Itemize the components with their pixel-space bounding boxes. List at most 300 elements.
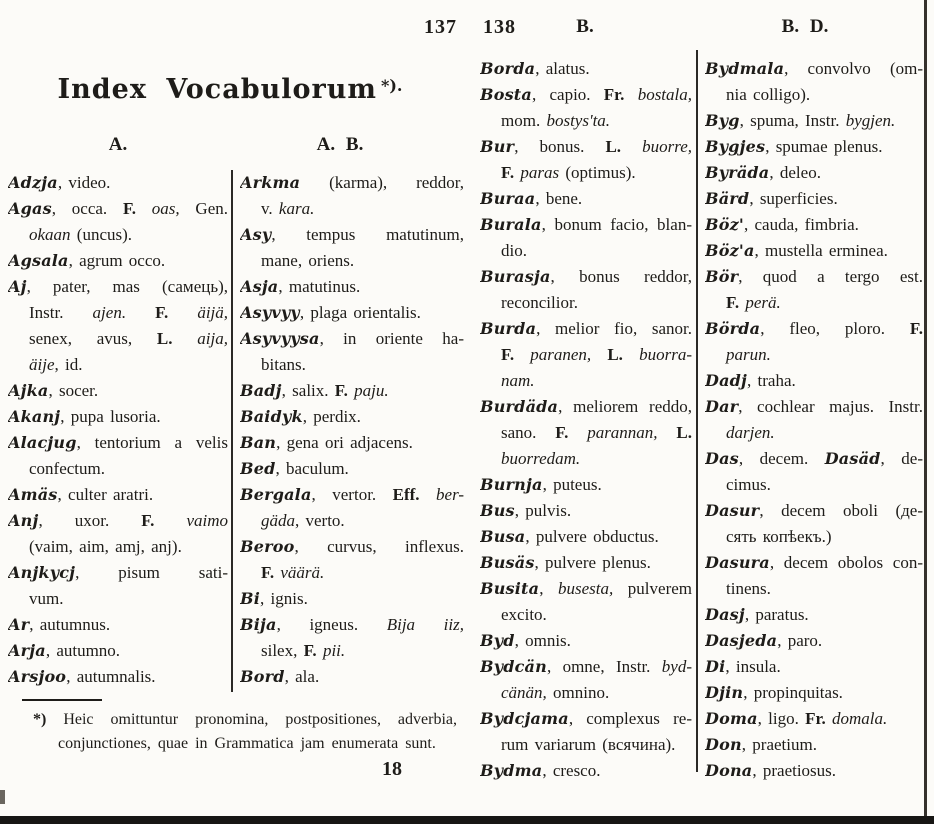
- entry-text: , melior fio, sanor.: [536, 319, 692, 338]
- dictionary-entry: [240, 404, 464, 430]
- dictionary-entry: [705, 186, 923, 212]
- entry-text: pii.: [322, 641, 346, 660]
- entry-line: [480, 524, 692, 550]
- entry-line: [480, 108, 692, 134]
- entry-text: [126, 303, 155, 322]
- entry-text: , paro.: [777, 631, 823, 650]
- entry-line: [705, 160, 923, 186]
- entry-text: , curvus, inflexus.: [294, 537, 464, 556]
- entry-text: , ligo.: [757, 709, 806, 728]
- entry-text: , paratus.: [744, 605, 809, 624]
- entry-line: [705, 472, 923, 498]
- entry-text: buorra-: [639, 345, 692, 364]
- dictionary-entry: [8, 612, 228, 638]
- entry-text: (optimus).: [559, 163, 636, 182]
- headword: Böz'a: [705, 241, 755, 260]
- entry-text: F.: [501, 345, 515, 364]
- entry-text: , culter aratri.: [57, 485, 154, 504]
- dictionary-entry: [705, 56, 923, 108]
- entry-line: [480, 56, 692, 82]
- dictionary-entry: [240, 222, 464, 274]
- entry-text: F.: [909, 319, 923, 338]
- entry-text: confectum.: [29, 459, 105, 478]
- headword: Busäs: [480, 553, 535, 572]
- entry-text: , ignis.: [260, 589, 308, 608]
- entry-line: [480, 264, 692, 290]
- entry-line: [705, 498, 923, 524]
- dictionary-entry: [240, 456, 464, 482]
- headword: Baidyk: [240, 407, 303, 426]
- entry-line: [480, 654, 692, 680]
- headword: Asyvyysa: [240, 329, 320, 348]
- dictionary-entry: [480, 56, 692, 82]
- entry-line: [705, 394, 923, 420]
- entry-text: F.: [303, 641, 317, 660]
- headword: Dasj: [705, 605, 745, 624]
- entry-text: Gen.: [179, 199, 228, 218]
- entry-line: [480, 394, 692, 420]
- entry-text: , omne, Instr.: [546, 657, 662, 676]
- entry-text: [173, 329, 198, 348]
- entry-text: , autumnalis.: [66, 667, 156, 686]
- dictionary-entry: [480, 498, 692, 524]
- left-page-column-2: [240, 170, 464, 690]
- dictionary-entry: [705, 446, 923, 498]
- entry-text: F.: [555, 423, 569, 442]
- dictionary-entry: [8, 638, 228, 664]
- headword: Anj: [8, 511, 39, 530]
- entry-text: , verto.: [295, 511, 345, 530]
- entry-line: [8, 248, 228, 274]
- headword: Asy: [240, 225, 272, 244]
- headword: Dasjeda: [705, 631, 778, 650]
- entry-line: [8, 222, 228, 248]
- entry-text: , praetiosus.: [752, 761, 837, 780]
- right-page-header-right: B. D.: [781, 16, 829, 37]
- entry-text: , omnis.: [514, 631, 571, 650]
- entry-text: , decem.: [738, 449, 825, 468]
- dictionary-entry: [240, 612, 464, 664]
- entry-text: F.: [334, 381, 348, 400]
- entry-line: [705, 420, 923, 446]
- entry-text: byd-: [661, 657, 692, 676]
- headword: Burda: [480, 319, 537, 338]
- dictionary-entry: [705, 706, 923, 732]
- dictionary-entry: [480, 472, 692, 498]
- entry-line: [705, 212, 923, 238]
- scan-corner-mark: [0, 790, 5, 804]
- entry-text: , superficies.: [749, 189, 838, 208]
- entry-line: [705, 238, 923, 264]
- headword: Burnja: [480, 475, 543, 494]
- entry-line: [240, 508, 464, 534]
- entry-line: [8, 456, 228, 482]
- right-page-number: 138: [483, 16, 516, 38]
- entry-text: (vaim, aim, amj, anj).: [29, 537, 182, 556]
- headword: Burasja: [480, 267, 551, 286]
- headword: Byräda: [705, 163, 770, 182]
- entry-text: , perdix.: [302, 407, 361, 426]
- dictionary-entry: [8, 482, 228, 508]
- dictionary-entry: [705, 732, 923, 758]
- entry-text: [623, 345, 639, 364]
- entry-text: äijä,: [197, 303, 228, 322]
- entry-text: Eff.: [392, 485, 420, 504]
- entry-text: , capio.: [531, 85, 604, 104]
- entry-text: , socer.: [48, 381, 99, 400]
- entry-text: [658, 423, 677, 442]
- headword: Borda: [480, 59, 536, 78]
- entry-text: kara.: [278, 199, 315, 218]
- headword: Dasäd: [824, 449, 881, 468]
- entry-line: [480, 446, 692, 472]
- headword: Asja: [240, 277, 279, 296]
- entry-text: , praetium.: [741, 735, 817, 754]
- left-page-column-1: [8, 170, 228, 690]
- entry-text: , complexus re-: [568, 709, 692, 728]
- headword: Ban: [240, 433, 277, 452]
- headword: Adzja: [8, 173, 58, 192]
- entry-line: [705, 368, 923, 394]
- entry-text: [514, 345, 530, 364]
- entry-line: [8, 430, 228, 456]
- headword: Bör: [705, 267, 739, 286]
- headword: Agsala: [8, 251, 69, 270]
- dictionary-entry: [480, 134, 692, 186]
- entry-text: , puteus.: [542, 475, 602, 494]
- entry-text: , de-: [880, 449, 923, 468]
- headword: Dasur: [705, 501, 760, 520]
- entry-text: , pulvere obductus.: [525, 527, 659, 546]
- entry-line: [240, 586, 464, 612]
- entry-text: mane, oriens.: [261, 251, 355, 270]
- entry-text: [136, 199, 152, 218]
- footnote-line-1: [33, 708, 457, 732]
- entry-text: , spuma, Instr.: [739, 111, 846, 130]
- headword: Ajka: [8, 381, 49, 400]
- entry-line: [240, 404, 464, 430]
- headword: Bergala: [240, 485, 312, 504]
- entry-text: cänän,: [501, 683, 547, 702]
- dictionary-entry: [705, 550, 923, 602]
- dictionary-entry: [8, 430, 228, 482]
- headword: Don: [705, 735, 742, 754]
- signature-number: 18: [382, 758, 402, 780]
- entry-text: tinens.: [726, 579, 771, 598]
- dictionary-entry: [705, 108, 923, 134]
- entry-text: , pulvis.: [514, 501, 572, 520]
- entry-text: , bonus.: [514, 137, 606, 156]
- entry-text: , deleo.: [769, 163, 821, 182]
- page-edge-right: [924, 0, 927, 816]
- entry-text: silex,: [261, 641, 304, 660]
- dictionary-entry: [480, 654, 692, 706]
- headword: Anjkycj: [8, 563, 76, 582]
- entry-text: , mustella erminea.: [754, 241, 888, 260]
- entry-line: [480, 706, 692, 732]
- entry-line: [705, 706, 923, 732]
- entry-line: [705, 82, 923, 108]
- entry-text: buorre,: [642, 137, 692, 156]
- entry-text: v.: [261, 199, 279, 218]
- entry-line: [705, 732, 923, 758]
- entry-text: , cochlear majus. Instr.: [738, 397, 923, 416]
- entry-line: [705, 290, 923, 316]
- entry-line: [240, 664, 464, 690]
- entry-text: , convolvo (om-: [784, 59, 923, 78]
- entry-line: [480, 576, 692, 602]
- entry-line: [8, 170, 228, 196]
- left-page-number: 137: [424, 16, 457, 38]
- column-divider-right-page: [696, 50, 698, 772]
- entry-text: dio.: [501, 241, 527, 260]
- entry-text: bygjen.: [845, 111, 896, 130]
- dictionary-entry: [705, 602, 923, 628]
- headword: Bur: [480, 137, 515, 156]
- entry-line: [480, 160, 692, 186]
- entry-text: (uncus).: [70, 225, 133, 244]
- entry-text: bostys'ta.: [546, 111, 611, 130]
- headword: Djin: [705, 683, 744, 702]
- entry-text: , baculum.: [275, 459, 349, 478]
- dictionary-entry: [480, 82, 692, 134]
- dictionary-entry: [480, 212, 692, 264]
- footnote-reference-mark: *).: [380, 76, 403, 95]
- dictionary-entry: [705, 316, 923, 368]
- dictionary-entry: [240, 482, 464, 534]
- dictionary-entry: [480, 576, 692, 628]
- entry-text: Fr.: [603, 85, 625, 104]
- entry-text: (karma), reddor,: [300, 173, 464, 192]
- entry-text: , alatus.: [535, 59, 590, 78]
- entry-line: [480, 238, 692, 264]
- entry-line: [240, 612, 464, 638]
- entry-text: Fr.: [805, 709, 826, 728]
- entry-line: [705, 108, 923, 134]
- right-page-header-left: B.: [576, 16, 594, 37]
- column-header-a: A.: [108, 134, 128, 155]
- entry-text: mom.: [501, 111, 547, 130]
- entry-text: vaimo: [186, 511, 228, 530]
- dictionary-entry: [8, 196, 228, 248]
- entry-text: sano.: [501, 423, 556, 442]
- entry-text: , gena ori adjacens.: [276, 433, 413, 452]
- entry-line: [8, 664, 228, 690]
- entry-text: darjen.: [726, 423, 775, 442]
- entry-line: [8, 378, 228, 404]
- headword: Burdäda: [480, 397, 559, 416]
- entry-text: сять копѣекъ.): [726, 527, 832, 546]
- footnote-marker: *): [33, 711, 47, 728]
- headword: Arsjoo: [8, 667, 67, 686]
- entry-text: , pater, mas (самець),: [26, 277, 228, 296]
- headword: Byg: [705, 111, 740, 130]
- entry-line: [480, 134, 692, 160]
- entry-line: [480, 628, 692, 654]
- entry-line: [705, 316, 923, 342]
- headword: Arkma: [240, 173, 301, 192]
- entry-text: , cauda, fimbria.: [743, 215, 859, 234]
- entry-text: oas,: [151, 199, 180, 218]
- headword: Bydma: [480, 761, 543, 780]
- footnote-line-2: conjunctiones, quae in Grammatica jam enumerata sunt.: [58, 735, 436, 752]
- headword: Bus: [480, 501, 515, 520]
- dictionary-entry: [480, 264, 692, 316]
- right-page-column-1: [480, 56, 692, 784]
- dictionary-entry: [8, 378, 228, 404]
- entry-line: [480, 342, 692, 368]
- dictionary-entry: [8, 664, 228, 690]
- entry-line: [240, 430, 464, 456]
- headword: Doma: [705, 709, 758, 728]
- entry-text: paranen,: [530, 345, 592, 364]
- entry-line: [8, 638, 228, 664]
- entry-line: [240, 456, 464, 482]
- entry-line: [705, 134, 923, 160]
- headword: Dar: [705, 397, 739, 416]
- entry-text: [420, 485, 436, 504]
- entry-text: L.: [605, 137, 622, 156]
- entry-line: [705, 654, 923, 680]
- dictionary-entry: [8, 508, 228, 560]
- entry-text: parannan,: [587, 423, 658, 442]
- entry-text: cimus.: [726, 475, 771, 494]
- dictionary-entry: [240, 430, 464, 456]
- entry-line: [240, 534, 464, 560]
- entry-text: Bija iiz,: [386, 615, 464, 634]
- headword: Akanj: [8, 407, 61, 426]
- entry-text: F.: [122, 199, 137, 218]
- entry-text: , bonum facio, blan-: [541, 215, 692, 234]
- entry-text: reconcilior.: [501, 293, 578, 312]
- entry-text: F.: [501, 163, 515, 182]
- dictionary-entry: [480, 758, 692, 784]
- entry-text: väärä.: [280, 563, 325, 582]
- entry-text: , bene.: [535, 189, 583, 208]
- entry-text: Instr.: [29, 303, 93, 322]
- headword: Bed: [240, 459, 276, 478]
- entry-text: , traha.: [747, 371, 796, 390]
- entry-text: , igneus.: [276, 615, 387, 634]
- entry-text: , cresco.: [542, 761, 601, 780]
- entry-text: gäda: [261, 511, 295, 530]
- dictionary-entry: [480, 316, 692, 394]
- entry-text: rum variarum (всячина).: [501, 735, 676, 754]
- entry-text: okaan: [29, 225, 71, 244]
- dictionary-entry: [240, 326, 464, 378]
- headword: Dasura: [705, 553, 770, 572]
- entry-line: [240, 170, 464, 196]
- dictionary-entry: [705, 628, 923, 654]
- entry-line: [480, 420, 692, 446]
- entry-text: , autumno.: [45, 641, 121, 660]
- entry-text: nam.: [501, 371, 535, 390]
- entry-line: [705, 550, 923, 576]
- entry-text: F.: [261, 563, 275, 582]
- dictionary-entry: [8, 404, 228, 430]
- entry-text: , in oriente ha-: [319, 329, 464, 348]
- right-page-column-2: [705, 56, 923, 784]
- headword: Asyvyy: [240, 303, 300, 322]
- entry-line: [8, 586, 228, 612]
- entry-text: [624, 85, 637, 104]
- entry-line: [705, 628, 923, 654]
- entry-line: [8, 300, 228, 326]
- entry-line: [705, 758, 923, 784]
- entry-line: [480, 82, 692, 108]
- entry-line: [705, 342, 923, 368]
- entry-line: [8, 534, 228, 560]
- dictionary-entry: [705, 368, 923, 394]
- headword: Dona: [705, 761, 753, 780]
- dictionary-entry: [240, 300, 464, 326]
- headword: Bärd: [705, 189, 750, 208]
- entry-line: [8, 404, 228, 430]
- headword: Aj: [8, 277, 27, 296]
- dictionary-entry: [240, 586, 464, 612]
- entry-line: [480, 472, 692, 498]
- entry-text: domala.: [831, 709, 888, 728]
- headword: Bygjes: [705, 137, 766, 156]
- entry-text: [168, 303, 197, 322]
- entry-text: , matutinus.: [278, 277, 361, 296]
- entry-line: [705, 446, 923, 472]
- headword: Börda: [705, 319, 761, 338]
- entry-text: , ala.: [284, 667, 320, 686]
- entry-text: F.: [155, 303, 169, 322]
- entry-text: , plaga orientalis.: [299, 303, 421, 322]
- entry-text: perä.: [745, 293, 781, 312]
- dictionary-entry: [8, 560, 228, 612]
- entry-text: paju.: [354, 381, 389, 400]
- page-edge-bottom: [0, 816, 934, 824]
- entry-line: [480, 290, 692, 316]
- dictionary-entry: [240, 664, 464, 690]
- entry-text: [154, 511, 186, 530]
- entry-line: [480, 316, 692, 342]
- entry-text: , bonus reddor,: [550, 267, 692, 286]
- entry-text: , salix.: [281, 381, 335, 400]
- dictionary-entry: [240, 274, 464, 300]
- entry-text: , uxor.: [38, 511, 142, 530]
- entry-line: [240, 196, 464, 222]
- entry-line: [480, 368, 692, 394]
- entry-line: [8, 560, 228, 586]
- dictionary-entry: [8, 170, 228, 196]
- entry-text: äije: [29, 355, 55, 374]
- dictionary-entry: [705, 758, 923, 784]
- entry-text: , id.: [54, 355, 83, 374]
- entry-text: L.: [156, 329, 173, 348]
- entry-line: [8, 274, 228, 300]
- dictionary-entry: [240, 170, 464, 222]
- entry-text: paras: [520, 163, 560, 182]
- headword: Badj: [240, 381, 282, 400]
- headword: Busa: [480, 527, 526, 546]
- entry-text: [591, 345, 607, 364]
- entry-line: [8, 196, 228, 222]
- entry-line: [705, 264, 923, 290]
- entry-line: [240, 378, 464, 404]
- entry-text: , pupa lusoria.: [60, 407, 161, 426]
- entry-text: F.: [726, 293, 740, 312]
- entry-line: [240, 352, 464, 378]
- page-title: [20, 74, 440, 105]
- entry-line: [480, 732, 692, 758]
- dictionary-entry: [705, 238, 923, 264]
- entry-line: [705, 56, 923, 82]
- headword: Arja: [8, 641, 46, 660]
